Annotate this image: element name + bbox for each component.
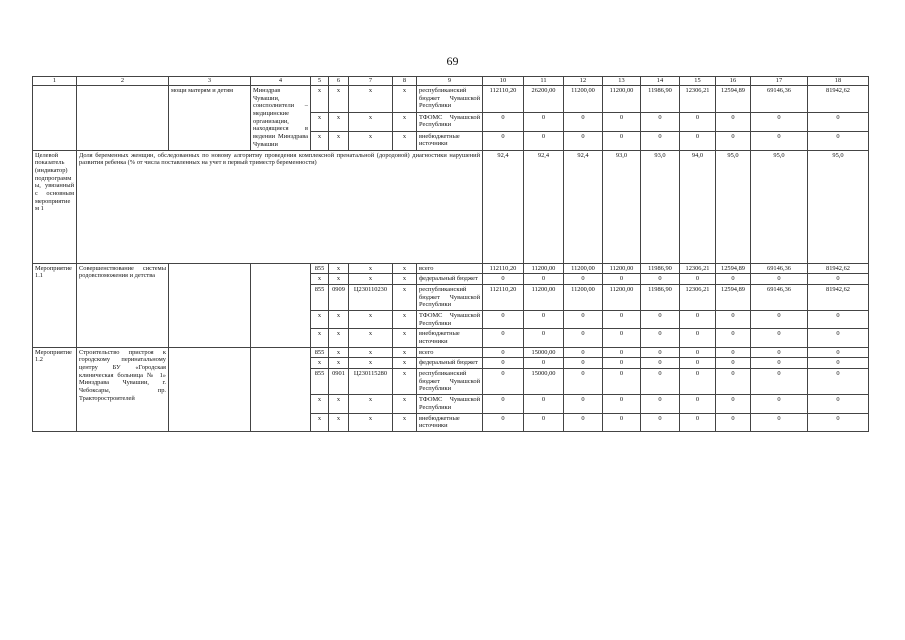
cell-value: 0 (641, 347, 680, 358)
cell-kbk-code: x (349, 395, 393, 413)
cell-value: 0 (564, 358, 603, 369)
cell-kbk-code: x (349, 131, 393, 150)
cell-value: 0 (641, 329, 680, 347)
cell-empty (77, 86, 169, 151)
cell-value: 0 (751, 274, 808, 285)
cell-value: 0 (524, 131, 564, 150)
cell-value: 0 (680, 131, 716, 150)
cell-value: 0 (641, 112, 680, 131)
cell-value: 15000,00 (524, 369, 564, 395)
cell-funding-source: ТФОМС Чувашской Республики (417, 310, 483, 328)
cell-value: 11986,90 (641, 284, 680, 310)
cell-value: 0 (808, 112, 869, 131)
cell-funding-source: ТФОМС Чувашской Республики (417, 395, 483, 413)
cell-kbk-code: x (349, 329, 393, 347)
cell-value: 0 (716, 131, 751, 150)
cell-value: 92,4 (524, 150, 564, 263)
cell-value: 0 (524, 395, 564, 413)
cell-value: 0 (524, 329, 564, 347)
cell-kbk-type: x (393, 112, 417, 131)
cell-kbk-type: x (393, 86, 417, 113)
cell-value: 12594,89 (716, 284, 751, 310)
cell-value: 11986,90 (641, 86, 680, 113)
cell-value: 0 (641, 274, 680, 285)
cell-funding-source: республиканский бюджет Чувашской Республики (417, 369, 483, 395)
cell-value: 0 (716, 358, 751, 369)
cell-value: 0 (751, 112, 808, 131)
cell-value: 0 (483, 274, 524, 285)
cell-kbk-rzp: x (311, 413, 329, 431)
cell-kbk-code: x (349, 347, 393, 358)
cell-value: 0 (716, 112, 751, 131)
cell-value: 0 (680, 369, 716, 395)
cell-value: 0 (641, 413, 680, 431)
cell-value: 92,4 (564, 150, 603, 263)
cell-funding-source: республиканский бюджет Чувашской Республики (417, 284, 483, 310)
cell-kbk-section: x (329, 310, 349, 328)
cell-funding-source: республиканский бюджет Чувашской Республики (417, 86, 483, 113)
cell-kbk-type: x (393, 263, 417, 274)
cell-value: 0 (483, 310, 524, 328)
cell-value: 112110,20 (483, 284, 524, 310)
table-row (33, 263, 869, 274)
header-cell: 18 (808, 77, 869, 86)
cell-value: 0 (524, 274, 564, 285)
cell-value: 93,0 (641, 150, 680, 263)
cell-kbk-type: x (393, 310, 417, 328)
cell-value: 81942,62 (808, 86, 869, 113)
cell-value: 0 (603, 358, 641, 369)
cell-value: 0 (483, 413, 524, 431)
cell-value: 0 (564, 347, 603, 358)
header-cell: 1 (33, 77, 77, 86)
cell-value: 0 (564, 310, 603, 328)
cell-value: 0 (716, 413, 751, 431)
cell-value: 0 (680, 310, 716, 328)
cell-value: 0 (483, 369, 524, 395)
measure-label: Мероприятие 1.1 (33, 263, 77, 347)
target-indicator-label: Целевой показатель (индикатор) подпрограммы, увязанный с основным мероприятием 1 (33, 150, 77, 263)
cell-value: 0 (808, 369, 869, 395)
cell-value: 69146,36 (751, 263, 808, 274)
cell-value: 0 (716, 310, 751, 328)
cell-value: 0 (603, 395, 641, 413)
measure-label: Мероприятие 1.2 (33, 347, 77, 431)
cell-value: 0 (680, 395, 716, 413)
cell-value: 92,4 (483, 150, 524, 263)
cell-funding-source: федеральный бюджет (417, 358, 483, 369)
header-cell: 9 (417, 77, 483, 86)
cell-value: 0 (680, 413, 716, 431)
cell-kbk-code: x (349, 263, 393, 274)
cell-kbk-code: x (349, 310, 393, 328)
cell-value: 11200,00 (524, 263, 564, 274)
cell-value: 0 (483, 131, 524, 150)
cell-kbk-section: x (329, 112, 349, 131)
cell-value: 11200,00 (603, 86, 641, 113)
cell-value: 15000,00 (524, 347, 564, 358)
cell-value: 0 (603, 131, 641, 150)
page-number: 69 (446, 54, 459, 68)
cell-value: 0 (680, 274, 716, 285)
cell-kbk-section: x (329, 358, 349, 369)
header-cell: 2 (77, 77, 169, 86)
cell-value: 11200,00 (564, 263, 603, 274)
cell-value: 93,0 (603, 150, 641, 263)
target-indicator-row (33, 150, 869, 263)
cell-value: 0 (716, 274, 751, 285)
cell-kbk-rzp: 855 (311, 369, 329, 395)
cell-kbk-section: x (329, 347, 349, 358)
cell-value: 11986,90 (641, 263, 680, 274)
cell-kbk-rzp: x (311, 131, 329, 150)
cell-kbk-code: x (349, 358, 393, 369)
cell-value: 0 (524, 358, 564, 369)
cell-kbk-rzp: 855 (311, 284, 329, 310)
cell-value: 12306,21 (680, 263, 716, 274)
cell-value: 0 (641, 395, 680, 413)
cell-value: 0 (603, 310, 641, 328)
cell-value: 0 (603, 112, 641, 131)
cell-kbk-section: x (329, 329, 349, 347)
cell-kbk-rzp: x (311, 274, 329, 285)
cell-value: 0 (808, 131, 869, 150)
cell-value: 0 (751, 131, 808, 150)
cell-value: 112110,20 (483, 263, 524, 274)
header-cell: 4 (251, 77, 311, 86)
cell-activity-text: мощи матерям и детям (169, 86, 251, 151)
cell-responsible: Минздрав Чувашии, соисполнители – медицинские организации, находящиеся в ведении Минздрава Чувашии (251, 86, 311, 151)
cell-value: 95,0 (808, 150, 869, 263)
cell-empty (251, 347, 311, 431)
cell-kbk-type: x (393, 131, 417, 150)
header-cell: 17 (751, 77, 808, 86)
cell-kbk-rzp: 855 (311, 347, 329, 358)
cell-kbk-rzp: x (311, 112, 329, 131)
cell-kbk-rzp: x (311, 395, 329, 413)
cell-kbk-rzp: x (311, 310, 329, 328)
header-cell: 7 (349, 77, 393, 86)
cell-empty (169, 263, 251, 347)
cell-value: 94,0 (680, 150, 716, 263)
cell-value: 95,0 (716, 150, 751, 263)
cell-value: 69146,36 (751, 284, 808, 310)
cell-kbk-code: x (349, 86, 393, 113)
cell-value: 11200,00 (603, 263, 641, 274)
header-cell: 11 (524, 77, 564, 86)
cell-kbk-section: 0909 (329, 284, 349, 310)
cell-kbk-rzp: x (311, 329, 329, 347)
cell-value: 0 (751, 310, 808, 328)
cell-value: 0 (716, 347, 751, 358)
cell-value: 0 (483, 112, 524, 131)
header-cell: 5 (311, 77, 329, 86)
cell-value: 0 (603, 274, 641, 285)
cell-kbk-section: 0901 (329, 369, 349, 395)
cell-value: 69146,36 (751, 86, 808, 113)
cell-value: 0 (808, 347, 869, 358)
cell-kbk-type: x (393, 358, 417, 369)
cell-kbk-section: x (329, 413, 349, 431)
target-indicator-text: Доля беременных женщин, обследованных по новому алгоритму проведения комплексной пренатальной (дородовой) диагностики нарушений развития ребенка (% от числа поставленных на учет в первый триместр беременности) (77, 150, 483, 263)
cell-kbk-type: x (393, 329, 417, 347)
cell-kbk-code: x (349, 413, 393, 431)
cell-kbk-section: x (329, 263, 349, 274)
cell-value: 0 (751, 358, 808, 369)
cell-value: 0 (641, 369, 680, 395)
cell-value: 12306,21 (680, 86, 716, 113)
cell-kbk-section: x (329, 395, 349, 413)
cell-value: 0 (751, 347, 808, 358)
cell-value: 0 (808, 358, 869, 369)
cell-funding-source: внебюджетные источники (417, 131, 483, 150)
cell-value: 0 (603, 413, 641, 431)
cell-funding-source: всего (417, 263, 483, 274)
cell-kbk-type: x (393, 284, 417, 310)
cell-value: 0 (680, 347, 716, 358)
cell-value: 0 (564, 131, 603, 150)
cell-value: 0 (524, 413, 564, 431)
cell-value: 0 (483, 358, 524, 369)
cell-value: 81942,62 (808, 263, 869, 274)
cell-funding-source: внебюджетные источники (417, 413, 483, 431)
cell-value: 0 (751, 395, 808, 413)
cell-value: 0 (564, 329, 603, 347)
cell-value: 11200,00 (564, 284, 603, 310)
cell-kbk-code: Ц230110230 (349, 284, 393, 310)
cell-value: 0 (603, 329, 641, 347)
cell-value: 0 (564, 112, 603, 131)
cell-value: 12594,89 (716, 263, 751, 274)
cell-value: 0 (603, 347, 641, 358)
table-row (33, 347, 869, 358)
cell-value: 0 (808, 395, 869, 413)
cell-value: 0 (680, 358, 716, 369)
cell-funding-source: внебюджетные источники (417, 329, 483, 347)
cell-value: 112110,20 (483, 86, 524, 113)
cell-value: 0 (483, 329, 524, 347)
header-cell: 13 (603, 77, 641, 86)
cell-value: 11200,00 (564, 86, 603, 113)
cell-value: 11200,00 (524, 284, 564, 310)
cell-kbk-type: x (393, 347, 417, 358)
cell-value: 12306,21 (680, 284, 716, 310)
cell-value: 12594,89 (716, 86, 751, 113)
cell-value: 81942,62 (808, 284, 869, 310)
cell-value: 0 (603, 369, 641, 395)
cell-empty (251, 263, 311, 347)
cell-value: 0 (564, 369, 603, 395)
cell-value: 0 (716, 329, 751, 347)
header-cell: 12 (564, 77, 603, 86)
cell-value: 0 (483, 395, 524, 413)
cell-funding-source: федеральный бюджет (417, 274, 483, 285)
cell-value: 0 (524, 112, 564, 131)
table-row (33, 86, 869, 113)
cell-value: 0 (564, 395, 603, 413)
cell-funding-source: ТФОМС Чувашской Республики (417, 112, 483, 131)
cell-value: 0 (680, 112, 716, 131)
cell-value: 0 (808, 329, 869, 347)
cell-kbk-type: x (393, 395, 417, 413)
cell-funding-source: всего (417, 347, 483, 358)
cell-value: 0 (483, 347, 524, 358)
cell-value: 11200,00 (603, 284, 641, 310)
cell-kbk-rzp: x (311, 86, 329, 113)
header-cell: 16 (716, 77, 751, 86)
header-cell: 8 (393, 77, 417, 86)
cell-kbk-type: x (393, 413, 417, 431)
cell-value: 0 (808, 310, 869, 328)
program-table (32, 76, 869, 432)
cell-kbk-type: x (393, 274, 417, 285)
header-cell: 6 (329, 77, 349, 86)
cell-value: 0 (751, 329, 808, 347)
cell-kbk-section: x (329, 274, 349, 285)
cell-kbk-code: x (349, 274, 393, 285)
header-cell: 10 (483, 77, 524, 86)
measure-name: Совершенствование системы родовспоможения и детства (77, 263, 169, 347)
cell-kbk-section: x (329, 86, 349, 113)
cell-kbk-type: x (393, 369, 417, 395)
cell-value: 0 (808, 413, 869, 431)
cell-value: 0 (751, 413, 808, 431)
cell-value: 0 (751, 369, 808, 395)
header-cell: 3 (169, 77, 251, 86)
measure-name: Строительство пристроя к городскому перинатальному центру БУ «Городская клиническая больница № 1» Минздрава Чувашии, г. Чебоксары, пр. Тракторостроителей (77, 347, 169, 431)
cell-value: 0 (680, 329, 716, 347)
cell-kbk-section: x (329, 131, 349, 150)
cell-kbk-rzp: 855 (311, 263, 329, 274)
cell-value: 0 (564, 274, 603, 285)
cell-value: 0 (641, 131, 680, 150)
cell-value: 26200,00 (524, 86, 564, 113)
cell-value: 0 (641, 310, 680, 328)
cell-kbk-code: x (349, 112, 393, 131)
cell-value: 0 (716, 395, 751, 413)
cell-empty (33, 86, 77, 151)
cell-value: 0 (564, 413, 603, 431)
cell-value: 95,0 (751, 150, 808, 263)
header-row (33, 77, 869, 86)
cell-kbk-rzp: x (311, 358, 329, 369)
cell-value: 0 (524, 310, 564, 328)
cell-value: 0 (716, 369, 751, 395)
cell-value: 0 (641, 358, 680, 369)
cell-value: 0 (808, 274, 869, 285)
cell-kbk-code: Ц230115280 (349, 369, 393, 395)
header-cell: 14 (641, 77, 680, 86)
header-cell: 15 (680, 77, 716, 86)
cell-empty (169, 347, 251, 431)
